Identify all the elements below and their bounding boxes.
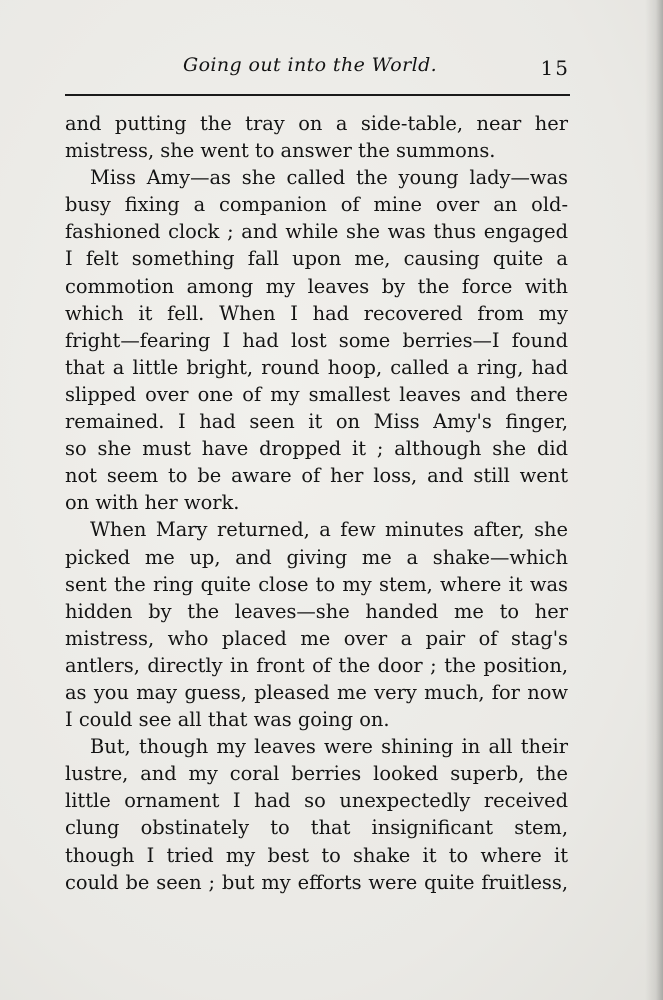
text-line: as you may guess, pleased me very much, for now <box>65 680 568 704</box>
text-line: I felt something fall upon me, causing quite a <box>65 247 568 271</box>
body-text <box>65 110 568 896</box>
text-line: little ornament I had so unexpectedly received <box>65 789 568 813</box>
text-line: and putting the tray on a side-table, near her <box>65 112 568 135</box>
text-line: though I tried my best to shake it to where it <box>65 843 568 867</box>
text-line: mistress, she went to answer the summons. <box>65 139 496 163</box>
text-line: I could see all that was going on. <box>65 708 390 732</box>
text-line: lustre, and my coral berries looked superb, the <box>65 762 568 786</box>
text-line: antlers, directly in front of the door ; the position, <box>65 653 568 677</box>
text-line: sent the ring quite close to my stem, where it was <box>65 572 568 596</box>
text-line: fright—fearing I had lost some berries—I found <box>65 328 568 352</box>
text-line: mistress, who placed me over a pair of stag's <box>65 626 568 650</box>
text-line: clung obstinately to that insignificant stem, <box>65 816 568 840</box>
paragraph <box>65 164 568 516</box>
paragraph <box>65 733 568 896</box>
page-edge-shadow <box>645 0 663 1000</box>
header-rule <box>65 94 570 96</box>
text-line: busy fixing a companion of mine over an old- <box>65 193 568 217</box>
text-line: commotion among my leaves by the force with <box>65 274 568 298</box>
text-line: When Mary returned, a few minutes after, she <box>90 518 568 542</box>
text-line: remained. I had seen it on Miss Amy's finger, <box>65 410 568 434</box>
text-line: picked me up, and giving me a shake—which <box>65 545 568 569</box>
text-line: slipped over one of my smallest leaves and there <box>65 382 568 406</box>
text-line: that a little bright, round hoop, called a ring, had <box>65 355 568 379</box>
text-line: Miss Amy—as she called the young lady—was <box>90 166 568 190</box>
text-line: could be seen ; but my efforts were quite fruitless, <box>65 870 568 894</box>
text-line: hidden by the leaves—she handed me to her <box>65 599 568 623</box>
page-number: 15 <box>540 56 570 80</box>
text-line: on with her work. <box>65 491 240 515</box>
paragraph <box>65 110 568 164</box>
text-line: so she must have dropped it ; although she did <box>65 437 568 461</box>
text-line: not seem to be aware of her loss, and still went <box>65 464 568 488</box>
text-line: But, though my leaves were shining in all their <box>90 735 568 759</box>
text-line: which it fell. When I had recovered from my <box>65 301 568 325</box>
paragraph <box>65 516 568 733</box>
page-header <box>65 50 568 90</box>
running-title: Going out into the World. <box>183 54 438 76</box>
text-line: fashioned clock ; and while she was thus engaged <box>65 220 568 244</box>
